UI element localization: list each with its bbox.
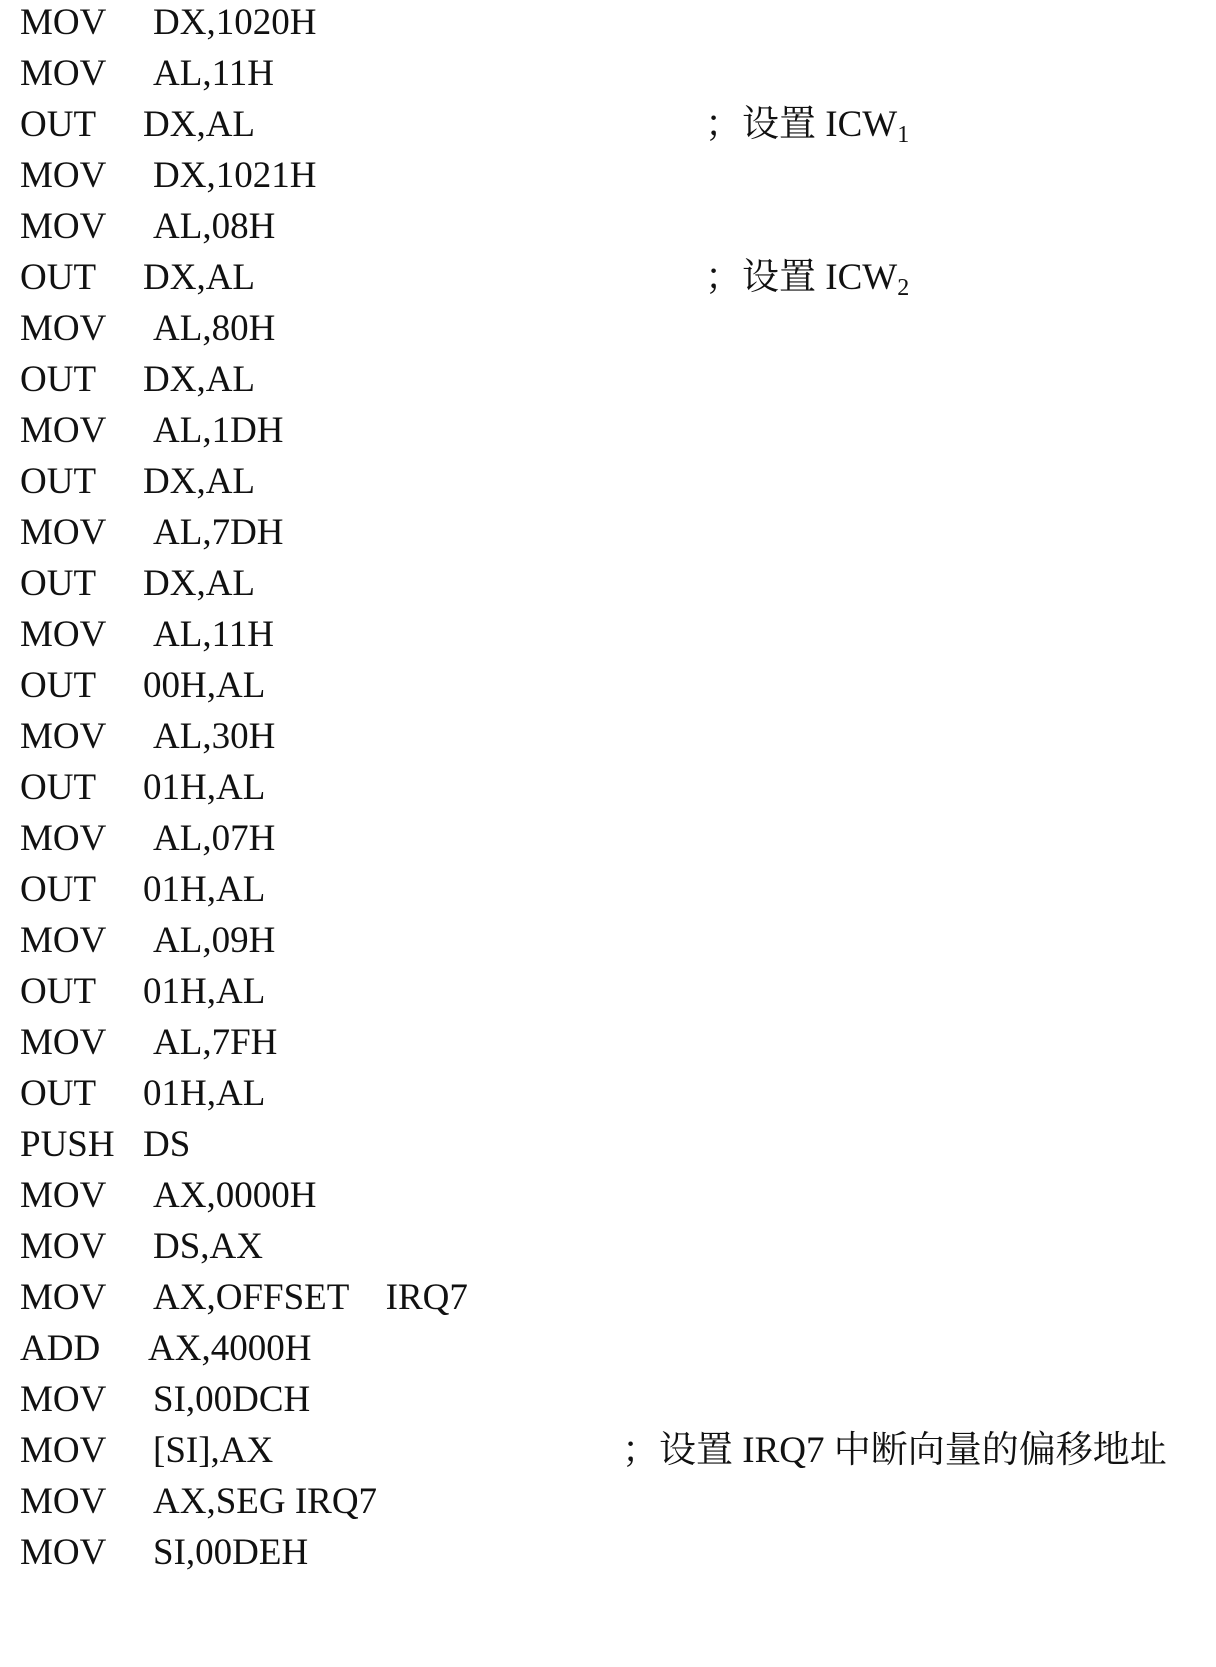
opcode: MOV [20, 206, 107, 247]
opcode: MOV [20, 53, 107, 94]
code-line [0, 1271, 1216, 1325]
code-line [0, 404, 1216, 458]
code-line [0, 455, 1216, 509]
code-line [0, 98, 1216, 152]
code-line [0, 608, 1216, 662]
operand: AL,08H [153, 206, 276, 247]
operand: DX,1021H [153, 155, 317, 196]
opcode: MOV [20, 1430, 107, 1471]
opcode: OUT [20, 869, 97, 910]
code-line [0, 0, 1216, 50]
code-line [0, 1526, 1216, 1580]
operand: DS [143, 1124, 191, 1165]
code-line [0, 1169, 1216, 1223]
code-line [0, 1424, 1216, 1478]
opcode: PUSH [20, 1124, 115, 1165]
opcode: MOV [20, 1226, 107, 1267]
opcode: OUT [20, 1073, 97, 1114]
operand: 01H,AL [143, 869, 266, 910]
opcode: ADD [20, 1328, 101, 1369]
comment-text: ；设置 ICW [705, 257, 898, 298]
operand: SI,00DEH [153, 1532, 309, 1573]
opcode: MOV [20, 2, 107, 43]
operand: DX,AL [143, 359, 256, 400]
opcode: MOV [20, 1022, 107, 1063]
comment-subscript: 2 [897, 275, 910, 301]
opcode: MOV [20, 155, 107, 196]
operand: DX,AL [143, 563, 256, 604]
code-line [0, 302, 1216, 356]
operand: AL,30H [153, 716, 276, 757]
code-line [0, 1475, 1216, 1529]
operand: SI,00DCH [153, 1379, 311, 1420]
operand: AL,07H [153, 818, 276, 859]
operand: AX,0000H [153, 1175, 317, 1216]
opcode: OUT [20, 563, 97, 604]
code-line [0, 557, 1216, 611]
code-line [0, 761, 1216, 815]
opcode: MOV [20, 308, 107, 349]
operand: AL,09H [153, 920, 276, 961]
code-line [0, 506, 1216, 560]
operand: AX,4000H [148, 1328, 312, 1369]
opcode: OUT [20, 257, 97, 298]
code-comment [705, 98, 909, 152]
code-line [0, 914, 1216, 968]
opcode: OUT [20, 971, 97, 1012]
operand: AL,11H [153, 614, 274, 655]
code-line [0, 1067, 1216, 1121]
code-line [0, 47, 1216, 101]
operand: DX,1020H [153, 2, 317, 43]
operand: 00H,AL [143, 665, 266, 706]
operand: AL,11H [153, 53, 274, 94]
operand: AL,1DH [153, 410, 284, 451]
operand: AL,7DH [153, 512, 284, 553]
operand: 01H,AL [143, 971, 266, 1012]
opcode: MOV [20, 1481, 107, 1522]
opcode: MOV [20, 716, 107, 757]
opcode: MOV [20, 920, 107, 961]
code-line [0, 1220, 1216, 1274]
operand: 01H,AL [143, 767, 266, 808]
operand: DS,AX [153, 1226, 263, 1267]
opcode: MOV [20, 512, 107, 553]
operand: AL,80H [153, 308, 276, 349]
opcode: MOV [20, 614, 107, 655]
code-line [0, 1016, 1216, 1070]
code-line [0, 1322, 1216, 1376]
opcode: OUT [20, 359, 97, 400]
operand: AL,7FH [153, 1022, 278, 1063]
code-line [0, 812, 1216, 866]
operand: DX,AL [143, 461, 256, 502]
opcode: OUT [20, 767, 97, 808]
operand: DX,AL [143, 257, 256, 298]
operand: DX,AL [143, 104, 256, 145]
opcode: OUT [20, 461, 97, 502]
code-line [0, 1118, 1216, 1172]
code-line [0, 710, 1216, 764]
opcode: MOV [20, 1175, 107, 1216]
opcode: MOV [20, 1379, 107, 1420]
operand: AX,OFFSET IRQ7 [153, 1277, 468, 1318]
operand: AX,SEG IRQ7 [153, 1481, 378, 1522]
code-line [0, 200, 1216, 254]
opcode: MOV [20, 1277, 107, 1318]
code-line [0, 251, 1216, 305]
operand: [SI],AX [153, 1430, 274, 1471]
operand: 01H,AL [143, 1073, 266, 1114]
code-line [0, 149, 1216, 203]
code-line [0, 1373, 1216, 1427]
code-line [0, 863, 1216, 917]
code-line [0, 965, 1216, 1019]
opcode: OUT [20, 665, 97, 706]
opcode: MOV [20, 1532, 107, 1573]
code-comment [705, 251, 909, 305]
comment-subscript: 1 [897, 122, 910, 148]
code-comment [622, 1424, 1167, 1478]
code-line [0, 659, 1216, 713]
opcode: MOV [20, 410, 107, 451]
opcode: MOV [20, 818, 107, 859]
opcode: OUT [20, 104, 97, 145]
code-line [0, 353, 1216, 407]
comment-text: ；设置 ICW [705, 104, 898, 145]
comment-text: ；设置 IRQ7 中断向量的偏移地址 [622, 1430, 1167, 1471]
